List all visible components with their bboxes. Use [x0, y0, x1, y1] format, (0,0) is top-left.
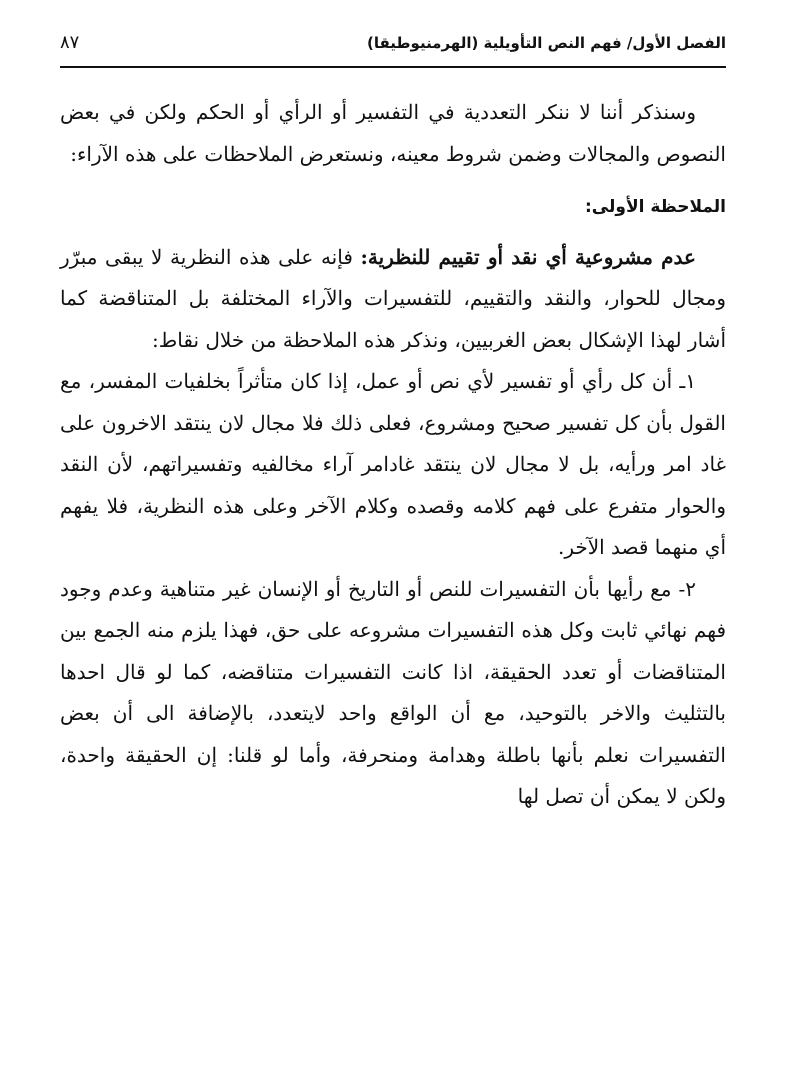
- header-rule: [60, 66, 726, 68]
- point-1-paragraph: ١ـ أن كل رأي أو تفسير لأي نص أو عمل، إذا كان متأثراً بخلفيات المفسر، مع القول بأن كل تفسير صحيح ومشروع، فعلى ذلك فلا مجال لان ينتقد الاخرون على غاد امر ورأيه، بل لا مجال لان ينتقد غادامر آراء مخالفيه وتفسيراتهم، لأن النقد والحوار متفرع على فهم كلامه وقصده وكلام الآخر وعلى هذه النظرية، فلا يفهم أي منهما قصد الآخر.: [60, 369, 726, 559]
- first-remark-paragraph: [60, 237, 726, 362]
- page-body: [60, 92, 726, 818]
- page-header: [60, 28, 726, 68]
- page-number: ٨٧: [60, 32, 80, 53]
- first-remark-lead: عدم مشروعية أي نقد أو تقييم للنظرية:: [360, 244, 696, 269]
- point-2-paragraph: ٢- مع رأيها بأن التفسيرات للنص أو التاريخ أو الإنسان غير متناهية وعدم وجود فهم نهائي ثابت وكل هذه التفسيرات مشروعه على حق، فهذا يلزم منه الجمع بين المتناقضات أو تعدد الحقيقة، اذا كانت التفسيرات متناقضه، كما لو قال احدها بالتثليث والاخر بالتوحيد، مع أن الواقع واحد لايتعدد، بالإضافة الى أن بعض التفسيرات نعلم بأنها باطلة وهدامة ومنحرفة، وأما لو قلنا: إن الحقيقة واحدة، ولكن لا يمكن أن تصل لها: [60, 576, 726, 808]
- section-heading: الملاحظة الأولى:: [585, 197, 726, 217]
- first-remark-text: فإنه على هذه النظرية لا يبقى مبرّر ومجال للحوار، والنقد والتقييم، للتفسيرات والآراء المختلفة بل المتناقضة كما أشار لهذا الإشكال بعض الغربيين، ونذكر هذه الملاحظة من خلال نقاط:: [60, 244, 726, 352]
- intro-paragraph: وسنذكر أننا لا ننكر التعددية في التفسير أو الرأي أو الحكم ولكن في بعض النصوص والمجالات وضمن شروط معينه، ونستعرض الملاحظات على هذه الآراء:: [60, 100, 726, 166]
- running-title: الفصل الأول/ فهم النص التأويلية (الهرمنيوطيقا): [367, 34, 726, 52]
